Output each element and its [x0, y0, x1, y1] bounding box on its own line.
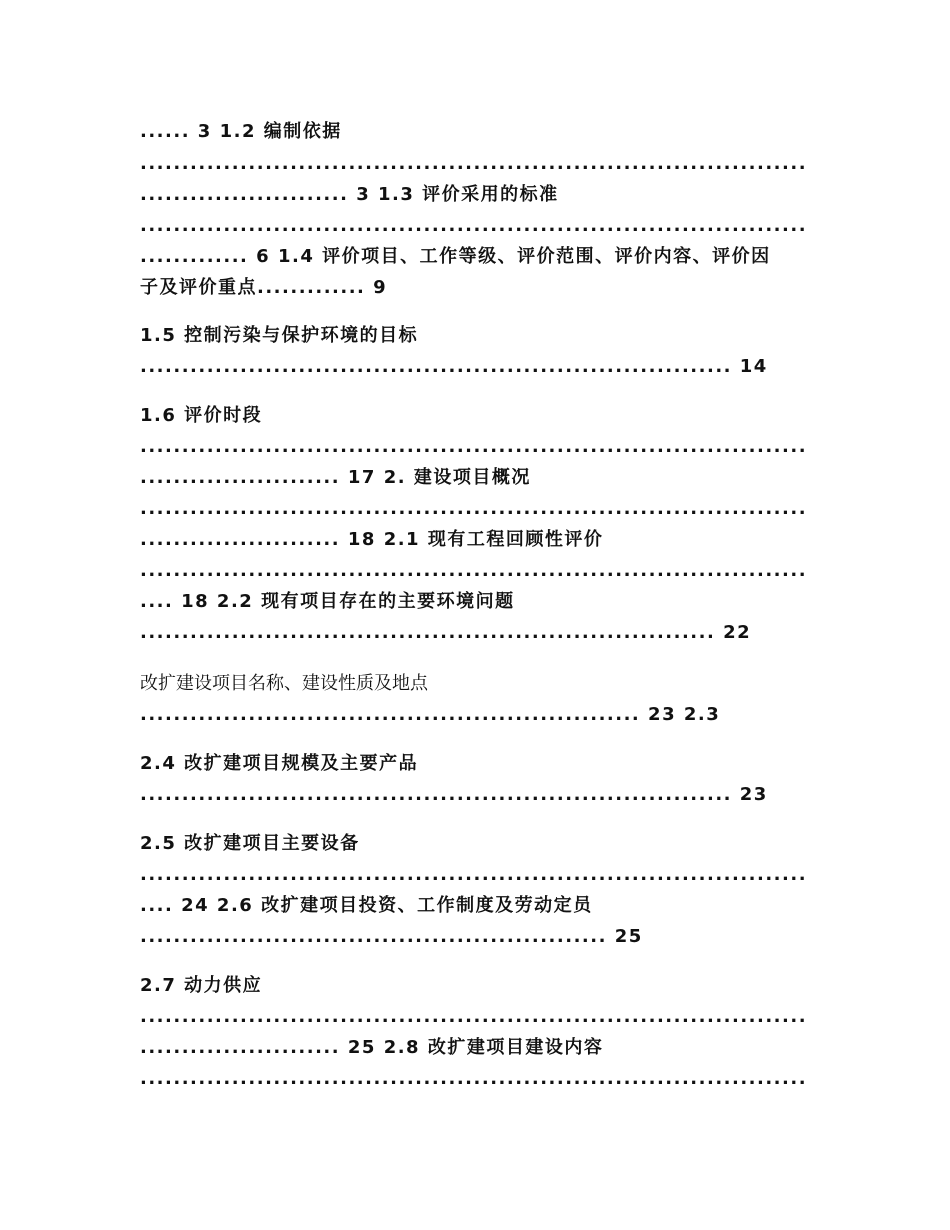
toc-line: .... 18 2.2 现有项目存在的主要环境问题: [140, 591, 515, 612]
toc-leader-line: ................................................................................: [140, 864, 808, 885]
toc-line: ........................ 18 2.1 现有工程回顾性评价: [140, 529, 604, 550]
toc-heading: 改扩建设项目名称、建设性质及地点: [140, 673, 428, 694]
toc-line: 子及评价重点............. 9: [140, 277, 388, 298]
toc-leader-line: ............................................................ 23 2.3: [140, 704, 721, 725]
toc-heading: 2.7 动力供应: [140, 975, 263, 996]
toc-line: ........................ 17 2. 建设项目概况: [140, 467, 531, 488]
toc-leader-line: ................................................................................: [140, 498, 808, 519]
toc-group: [140, 148, 810, 210]
toc-leader-line: ................................................................................: [140, 560, 808, 581]
toc-leader-line: ................................................................................: [140, 1006, 808, 1027]
toc-leader-line: ....................................................................... 14: [140, 356, 768, 377]
toc-group: [140, 116, 810, 147]
toc-group: [140, 210, 810, 303]
toc-heading: 1.5 控制污染与保护环境的目标: [140, 325, 419, 346]
toc-heading: 1.6 评价时段: [140, 405, 263, 426]
toc-group: [140, 828, 810, 952]
toc-leader-line: ....................................................................... 23: [140, 784, 768, 805]
toc-group: [140, 668, 810, 730]
toc-leader-line: ................................................................................: [140, 436, 808, 457]
toc-leader-line: ................................................................................: [140, 1068, 808, 1089]
toc-group: [140, 748, 810, 810]
toc-leader-line: ................................................................................: [140, 153, 808, 174]
toc-leader-line: ................................................................................: [140, 215, 808, 236]
toc-heading: 2.4 改扩建项目规模及主要产品: [140, 753, 419, 774]
toc-group: [140, 320, 810, 382]
toc-line: .... 24 2.6 改扩建项目投资、工作制度及劳动定员: [140, 895, 593, 916]
toc-heading: 2.5 改扩建项目主要设备: [140, 833, 360, 854]
toc-group: [140, 400, 810, 648]
toc-group: [140, 970, 810, 1094]
toc-line: ............. 6 1.4 评价项目、工作等级、评价范围、评价内容、评价因: [140, 246, 771, 267]
toc-leader-line: ........................................................ 25: [140, 926, 643, 947]
toc-line: ...... 3 1.2 编制依据: [140, 121, 342, 142]
toc-line: ......................... 3 1.3 评价采用的标准: [140, 184, 559, 205]
toc-line: ........................ 25 2.8 改扩建项目建设内容: [140, 1037, 604, 1058]
toc-leader-line: ..................................................................... 22: [140, 622, 752, 643]
